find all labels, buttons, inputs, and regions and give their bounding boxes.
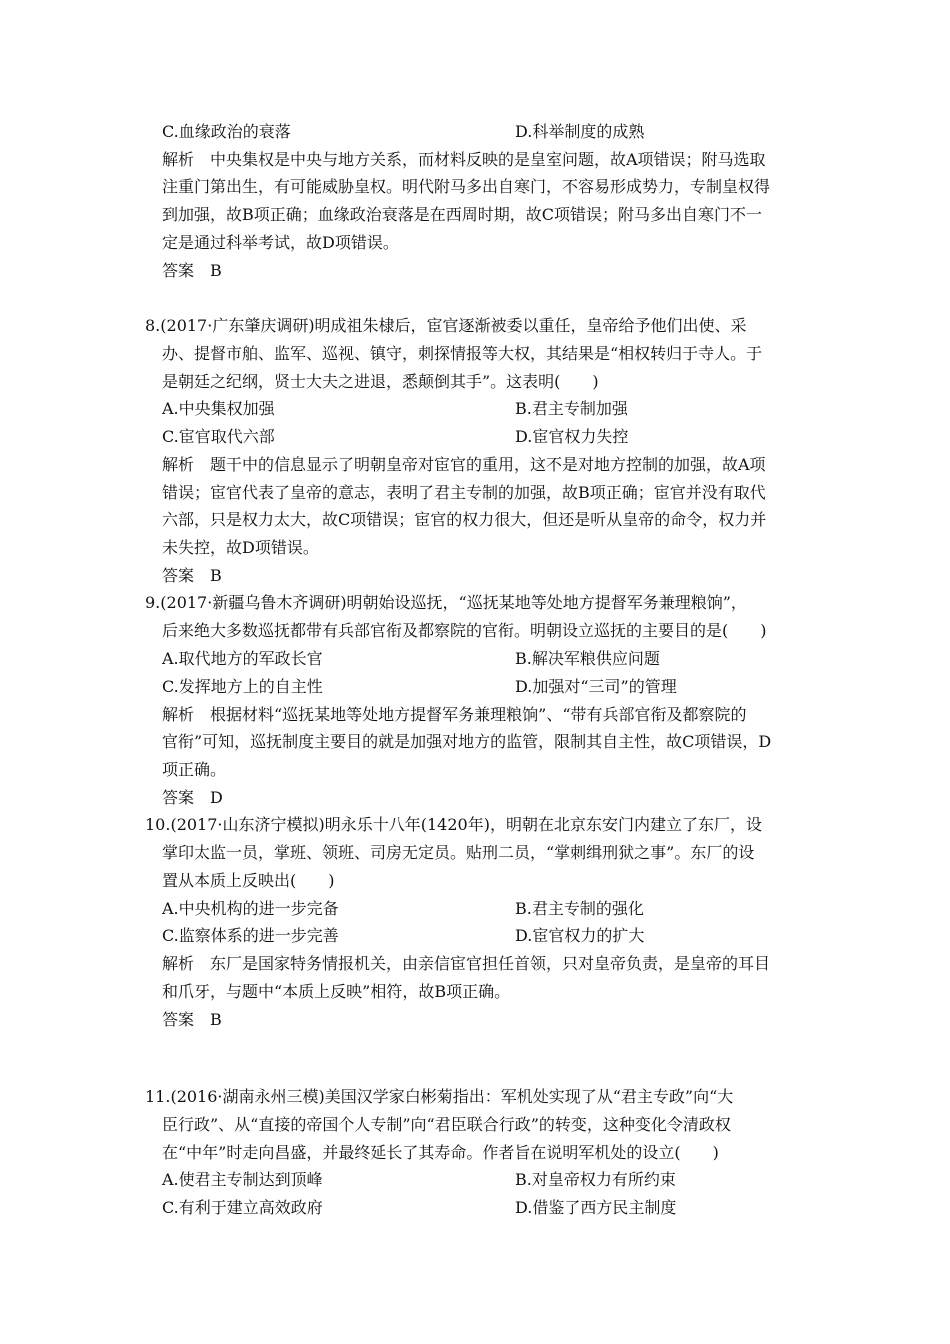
analysis-line: 注重门第出生，有可能威胁皇权。明代附马多出自寒门，不容易形成势力，专制皇权得: [162, 177, 771, 196]
question-stem: 11.(2016·湖南永州三模)美国汉学家白彬菊指出：军机处实现了从“君主专政”向“大: [145, 1087, 734, 1106]
analysis-line: 定是通过科举考试，故D项错误。: [162, 233, 399, 252]
option-c: C.发挥地方上的自主性: [162, 677, 323, 696]
answer-line: 答案 B: [162, 261, 222, 280]
question-stem: 9.(2017·新疆乌鲁木齐调研)明朝始设巡抚，“巡抚某地等处地方提督军务兼理粮饷”，: [145, 593, 747, 612]
option-c: C.血缘政治的衰落: [162, 122, 291, 141]
option-b: B.君主专制的强化: [515, 899, 644, 918]
option-d: D.加强对“三司”的管理: [515, 677, 677, 696]
analysis-line: 解析 题干中的信息显示了明朝皇帝对宦官的重用，这不是对地方控制的加强，故A项: [162, 455, 766, 474]
question-stem: 8.(2017·广东肇庆调研)明成祖朱棣后，宦官逐渐被委以重任，皇帝给予他们出使、采: [145, 316, 747, 335]
option-c: C.有利于建立高效政府: [162, 1198, 323, 1217]
option-a: A.中央机构的进一步完备: [162, 899, 339, 918]
option-a: A.中央集权加强: [162, 399, 275, 418]
question-stem: 臣行政”、从“直接的帝国个人专制”向“君臣联合行政”的转变，这种变化令清政权: [162, 1115, 731, 1134]
analysis-line: 六部，只是权力太大，故C项错误；宦官的权力很大，但还是听从皇帝的命令，权力并: [162, 510, 767, 529]
answer-line: 答案 B: [162, 566, 222, 585]
option-c: C.宦官取代六部: [162, 427, 275, 446]
analysis-line: 解析 东厂是国家特务情报机关，由亲信宦官担任首领，只对皇帝负责，是皇帝的耳目: [162, 954, 771, 973]
question-stem: 掌印太监一员，掌班、领班、司房无定员。贴刑二员，“掌刺缉刑狱之事”。东厂的设: [162, 843, 755, 862]
analysis-line: 到加强，故B项正确；血缘政治衰落是在西周时期，故C项错误；附马多出自寒门不一: [162, 205, 763, 224]
option-a: A.使君主专制达到顶峰: [162, 1170, 323, 1189]
option-b: B.君主专制加强: [515, 399, 628, 418]
option-c: C.监察体系的进一步完善: [162, 926, 339, 945]
analysis-line: 错误；宦官代表了皇帝的意志，表明了君主专制的加强，故B项正确；宦官并没有取代: [162, 483, 766, 502]
option-b: B.解决军粮供应问题: [515, 649, 660, 668]
question-stem: 10.(2017·山东济宁模拟)明永乐十八年(1420年)，明朝在北京东安门内建立了东厂，设: [145, 815, 762, 834]
analysis-line: 解析 根据材料“巡抚某地等处地方提督军务兼理粮饷”、“带有兵部官衔及都察院的: [162, 705, 747, 724]
question-stem: 在“中年”时走向昌盛，并最终延长了其寿命。作者旨在说明军机处的设立( ): [162, 1143, 719, 1162]
analysis-line: 官衔”可知，巡抚制度主要目的就是加强对地方的监管，限制其自主性，故C项错误，D: [162, 732, 772, 751]
option-d: D.借鉴了西方民主制度: [515, 1198, 677, 1217]
question-stem: 置从本质上反映出( ): [162, 871, 335, 890]
question-stem: 是朝廷之纪纲，贤士大夫之进退，悉颠倒其手”。这表明( ): [162, 372, 599, 391]
analysis-line: 未失控，故D项错误。: [162, 538, 319, 557]
option-d: D.科举制度的成熟: [515, 122, 645, 141]
analysis-line: 和爪牙，与题中“本质上反映”相符，故B项正确。: [162, 982, 511, 1001]
question-stem: 后来绝大多数巡抚都带有兵部官衔及都察院的官衔。明朝设立巡抚的主要目的是( ): [162, 621, 767, 640]
question-stem: 办、提督市舶、监军、巡视、镇守，刺探情报等大权，其结果是“相权转归于寺人。于: [162, 344, 763, 363]
analysis-line: 解析 中央集权是中央与地方关系，而材料反映的是皇室问题，故A项错误；附马选取: [162, 150, 766, 169]
answer-line: 答案 D: [162, 788, 223, 807]
option-a: A.取代地方的军政长官: [162, 649, 323, 668]
analysis-line: 项正确。: [162, 760, 227, 779]
option-d: D.宦官权力失控: [515, 427, 629, 446]
option-d: D.宦官权力的扩大: [515, 926, 645, 945]
answer-line: 答案 B: [162, 1010, 222, 1029]
option-b: B.对皇帝权力有所约束: [515, 1170, 676, 1189]
